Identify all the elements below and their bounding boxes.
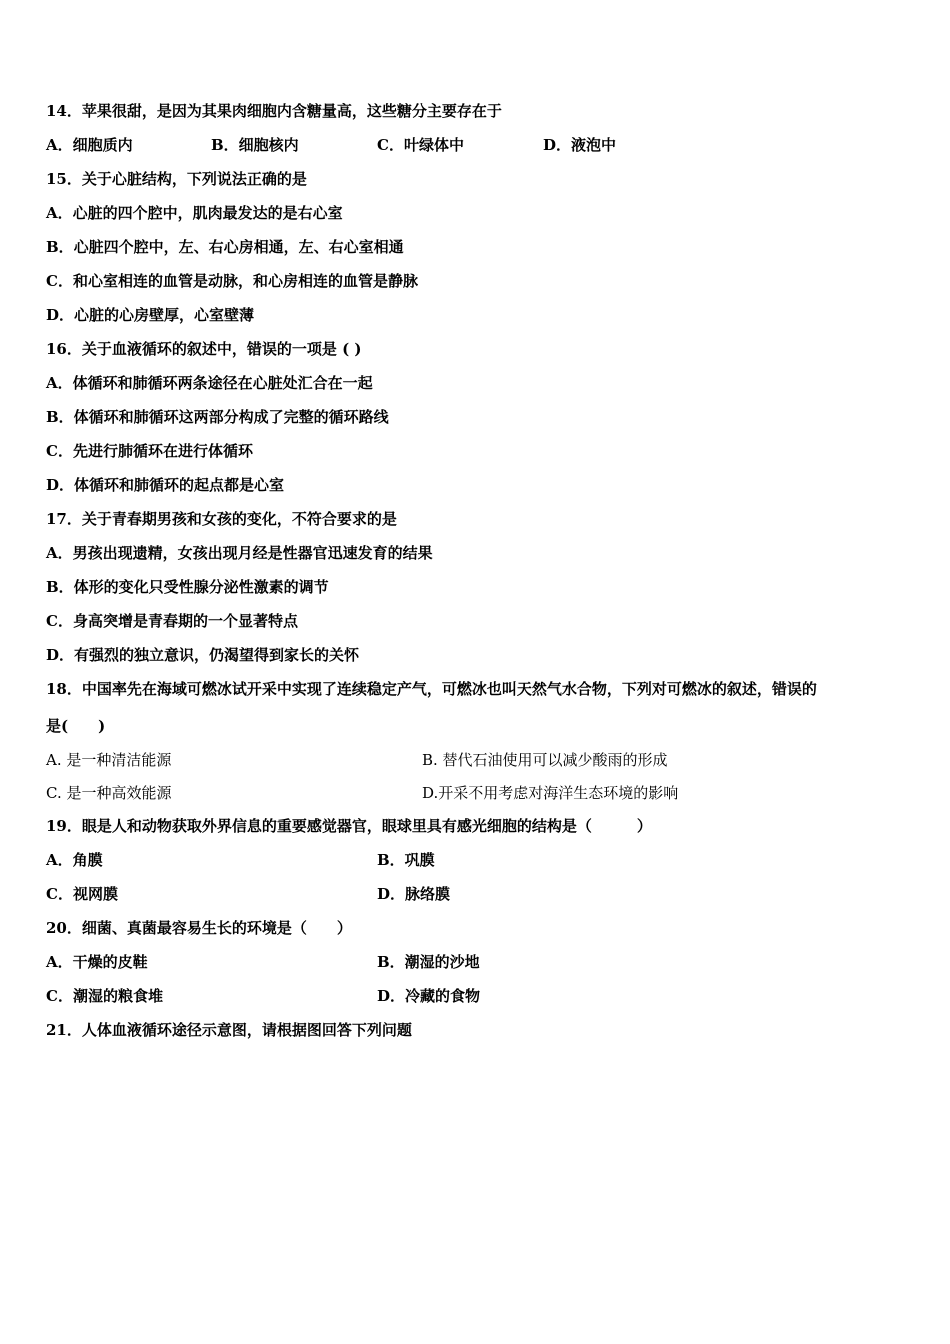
question-20-option-d: D．冷藏的食物 — [377, 987, 481, 1005]
question-20-stem: 20．细菌、真菌最容易生长的环境是（ ） — [46, 919, 352, 937]
question-14-option-b: B．细胞核内 — [211, 136, 299, 154]
question-15-stem: 15．关于心脏结构，下列说法正确的是 — [46, 170, 307, 188]
question-19-option-b: B．巩膜 — [377, 851, 435, 869]
question-18-option-c: C. 是一种高效能源 — [46, 784, 172, 802]
question-14-option-d: D．液泡中 — [543, 136, 617, 154]
question-16-option-a: A．体循环和肺循环两条途径在心脏处汇合在一起 — [46, 374, 373, 392]
question-17-option-d: D．有强烈的独立意识，仍渴望得到家长的关怀 — [46, 646, 360, 664]
question-18-stem-line-1: 18．中国率先在海域可燃冰试开采中实现了连续稳定产气，可燃冰也叫天然气水合物，下列对可燃冰的叙述，错误的 — [46, 680, 817, 698]
question-17-option-c: C．身高突增是青春期的一个显著特点 — [46, 612, 298, 630]
question-15-option-a: A．心脏的四个腔中，肌肉最发达的是右心室 — [46, 204, 343, 222]
question-17-option-b: B．体形的变化只受性腺分泌性激素的调节 — [46, 578, 329, 596]
question-18-option-a: A. 是一种清洁能源 — [46, 751, 172, 769]
question-20-option-c: C．潮湿的粮食堆 — [46, 987, 163, 1005]
question-17-option-a: A．男孩出现遗精，女孩出现月经是性器官迅速发育的结果 — [46, 544, 433, 562]
question-14-stem: 14．苹果很甜，是因为其果肉细胞内含糖量高，这些糖分主要存在于 — [46, 102, 502, 120]
question-16-option-b: B．体循环和肺循环这两部分构成了完整的循环路线 — [46, 408, 389, 426]
question-15-option-c: C．和心室相连的血管是动脉，和心房相连的血管是静脉 — [46, 272, 418, 290]
question-18-option-b: B. 替代石油使用可以减少酸雨的形成 — [422, 751, 668, 769]
question-19-option-a: A．角膜 — [46, 851, 103, 869]
question-18-stem-line-2: 是( ) — [46, 717, 106, 735]
question-15-option-d: D．心脏的心房壁厚，心室壁薄 — [46, 306, 255, 324]
question-20-option-b: B．潮湿的沙地 — [377, 953, 480, 971]
question-19-option-c: C．视网膜 — [46, 885, 118, 903]
question-16-stem: 16．关于血液循环的叙述中，错误的一项是 ( ) — [46, 340, 362, 358]
question-21-stem: 21．人体血液循环途径示意图，请根据图回答下列问题 — [46, 1021, 412, 1039]
question-19-option-d: D．脉络膜 — [377, 885, 451, 903]
question-19-stem: 19．眼是人和动物获取外界信息的重要感觉器官，眼球里具有感光细胞的结构是（ ） — [46, 817, 652, 835]
question-20-option-a: A．干燥的皮鞋 — [46, 953, 148, 971]
question-14-option-c: C．叶绿体中 — [377, 136, 464, 154]
question-16-option-c: C．先进行肺循环在进行体循环 — [46, 442, 253, 460]
question-17-stem: 17．关于青春期男孩和女孩的变化，不符合要求的是 — [46, 510, 397, 528]
question-14-option-a: A．细胞质内 — [46, 136, 133, 154]
question-18-option-d: D.开采不用考虑对海洋生态环境的影响 — [422, 784, 679, 802]
question-16-option-d: D．体循环和肺循环的起点都是心室 — [46, 476, 285, 494]
question-15-option-b: B．心脏四个腔中，左、右心房相通，左、右心室相通 — [46, 238, 404, 256]
